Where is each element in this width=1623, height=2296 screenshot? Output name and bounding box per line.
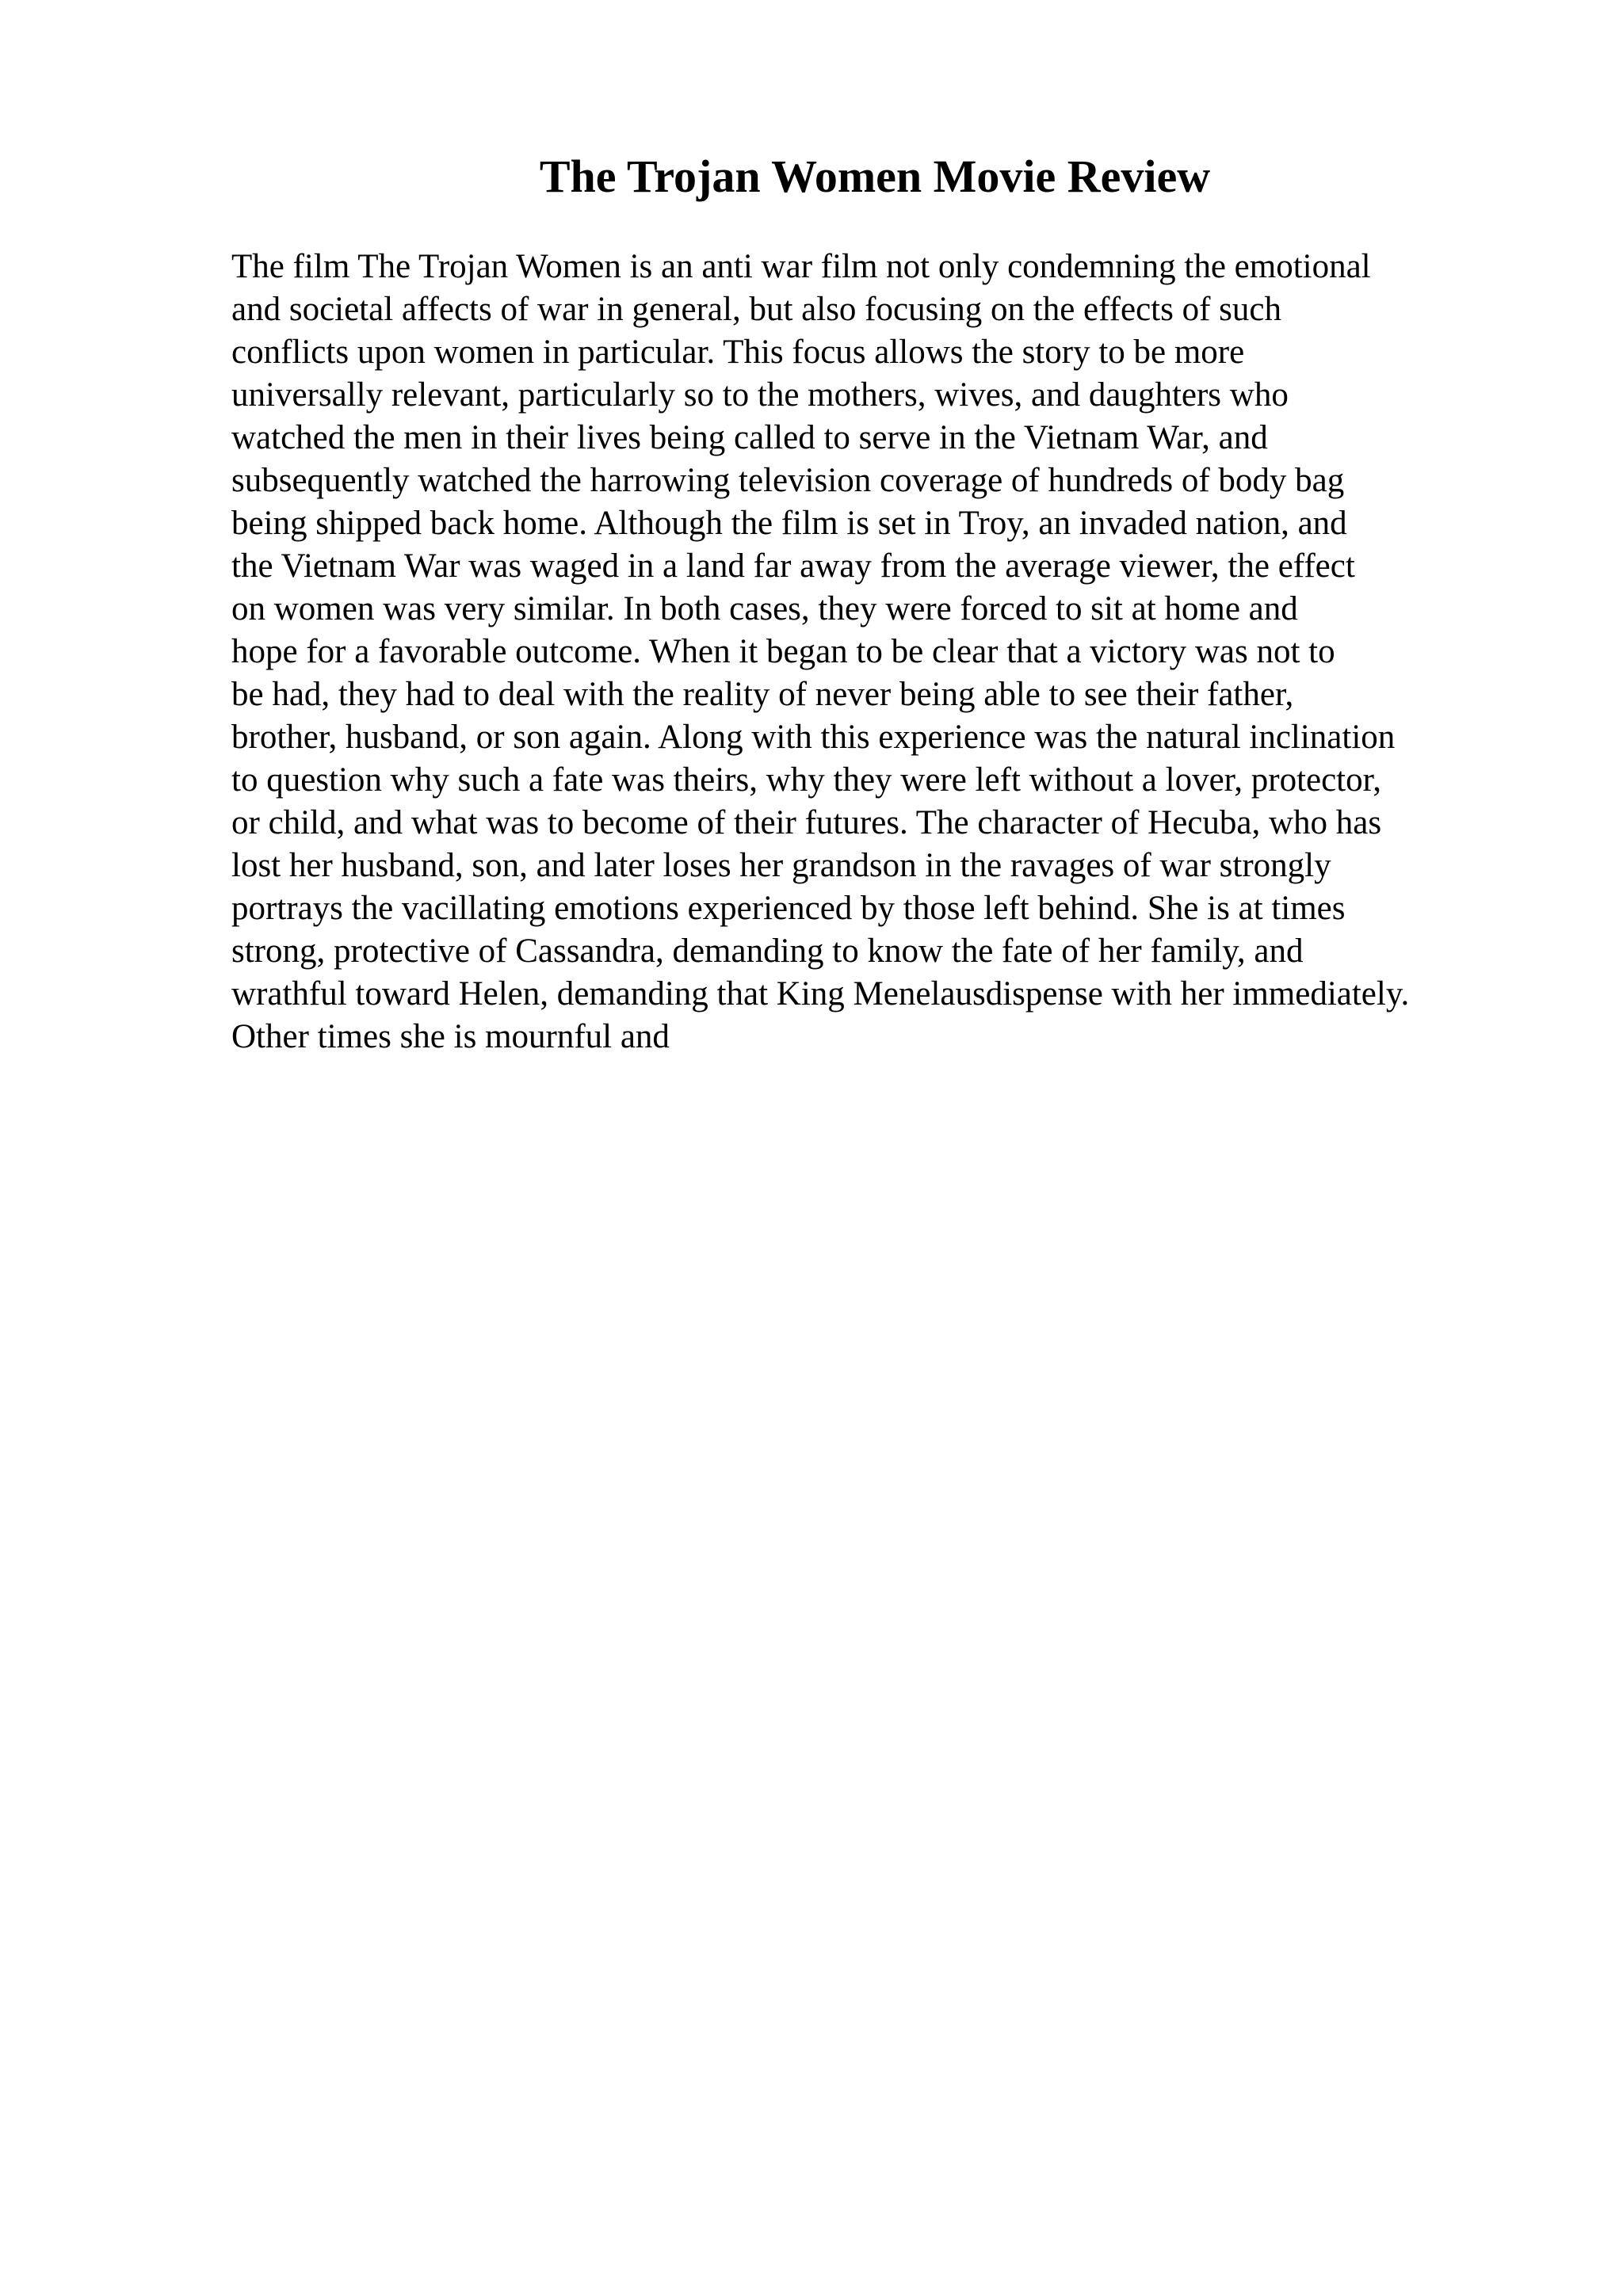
paragraph-line: watched the men in their lives being called to serve in the Vietnam War, and xyxy=(231,419,1268,456)
paragraph-line: subsequently watched the harrowing television coverage of hundreds of body bag xyxy=(231,462,1345,499)
paragraph-line: on women was very similar. In both cases, they were forced to sit at home and xyxy=(231,590,1298,627)
paragraph-line: hope for a favorable outcome. When it began to be clear that a victory was not to xyxy=(231,633,1335,670)
paragraph-line: lost her husband, son, and later loses her grandson in the ravages of war strongly xyxy=(231,847,1331,884)
document-title: The Trojan Women Movie Review xyxy=(539,151,1211,202)
paragraph-line: The film The Trojan Women is an anti war film not only condemning the emotional xyxy=(231,248,1371,285)
paragraph-line: conflicts upon women in particular. This focus allows the story to be more xyxy=(231,334,1245,371)
review-paragraph xyxy=(231,246,1610,1058)
paragraph-line: being shipped back home. Although the film is set in Troy, an invaded nation, and xyxy=(231,505,1347,542)
paragraph-line: brother, husband, or son again. Along with this experience was the natural inclination xyxy=(231,719,1396,756)
paragraph-line: strong, protective of Cassandra, demanding to know the fate of her family, and xyxy=(231,933,1304,970)
paragraph-line: wrathful toward Helen, demanding that King Menelausdispense with her immediately. xyxy=(231,975,1410,1013)
paragraph-line: universally relevant, particularly so to the mothers, wives, and daughters who xyxy=(231,376,1289,414)
paragraph-line: or child, and what was to become of their futures. The character of Hecuba, who has xyxy=(231,804,1382,841)
paragraph-line: and societal affects of war in general, but also focusing on the effects of such xyxy=(231,291,1281,328)
paragraph-line: portrays the vacillating emotions experienced by those left behind. She is at times xyxy=(231,890,1346,927)
paragraph-line: be had, they had to deal with the reality of never being able to see their father, xyxy=(231,676,1294,713)
paragraph-line: to question why such a fate was theirs, why they were left without a lover, protector, xyxy=(231,761,1381,799)
paragraph-line: Other times she is mournful and xyxy=(231,1018,670,1055)
paragraph-line: the Vietnam War was waged in a land far away from the average viewer, the effect xyxy=(231,547,1355,585)
